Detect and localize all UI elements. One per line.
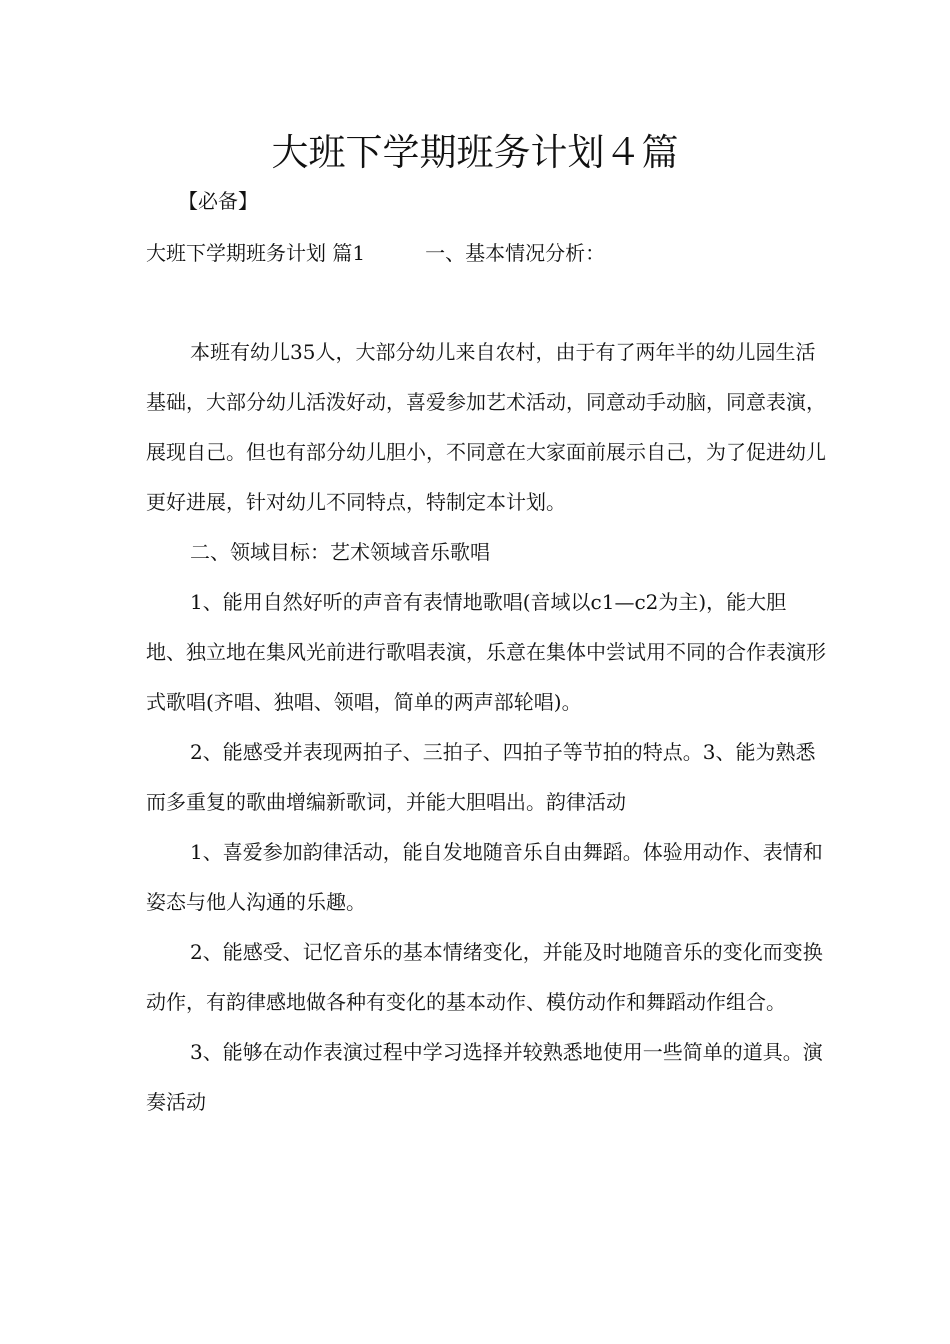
paragraph-rhythm-goal-1: 1、喜爱参加韵律活动，能自发地随音乐自由舞蹈。体验用动作、表情和姿态与他人沟通的乐趣。 xyxy=(146,840,823,914)
document-title: 大班下学期班务计划４篇 xyxy=(271,131,679,174)
document-body xyxy=(146,327,826,1127)
paragraph-singing-goal-2: 2、能感受并表现两拍子、三拍子、四拍子等节拍的特点。3、能为熟悉而多重复的歌曲增编新歌词，并能大胆唱出。韵律活动 xyxy=(146,740,816,814)
paragraph-rhythm-goal-3: 3、能够在动作表演过程中学习选择并较熟悉地使用一些简单的道具。演奏活动 xyxy=(146,1040,823,1114)
paragraph-domain-goals: 二、领域目标：艺术领域音乐歌唱 xyxy=(190,540,490,564)
paragraph-rhythm-goal-2: 2、能感受、记忆音乐的基本情绪变化，并能及时地随音乐的变化而变换动作，有韵律感地做各种有变化的基本动作、模仿动作和舞蹈动作组合。 xyxy=(146,940,823,1014)
section-heading: 大班下学期班务计划 篇1 一、基本情况分析： xyxy=(146,241,606,265)
paragraph-basic-situation: 本班有幼儿35人，大部分幼儿来自农村，由于有了两年半的幼儿园生活基础，大部分幼儿活泼好动，喜爱参加艺术活动，同意动手动脑，同意表演，展现自己。但也有部分幼儿胆小，不同意在大家面前展示自己，为了促进幼儿更好进展，针对幼儿不同特点，特制定本计划。 xyxy=(146,340,826,514)
document-tag: 【必备】 xyxy=(178,189,258,213)
paragraph-singing-goal-1: 1、能用自然好听的声音有表情地歌唱(音域以c1—c2为主)，能大胆地、独立地在集风光前进行歌唱表演，乐意在集体中尝试用不同的合作表演形式歌唱(齐唱、独唱、领唱，简单的两声部轮唱)。 xyxy=(146,590,826,714)
